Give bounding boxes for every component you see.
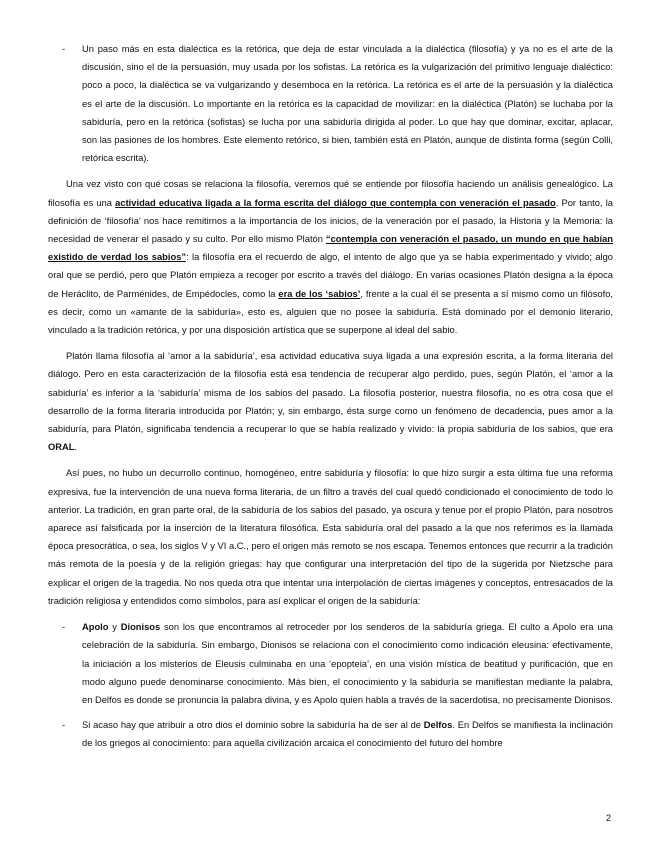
text-run: : la filosofía era el recuerdo de algo, el intento de algo que ya se había experimentado y vivido; algo oral que se perdió, pero que Platón empieza a recoger por escrito a través del diálogo. En varias ocasiones Platón designa a la época de Heráclito, de Parménides, de Empédocles, como la [48, 252, 613, 299]
paragraph-genealogia [48, 175, 613, 339]
list-item-apolo-dionisos [48, 618, 613, 709]
text-run: , frente a la cual él se presenta a sí mismo como un filósofo, es decir, como un «amante de la sabiduría», esto es, alguien que no posee la sabiduría. Está dominado por el demonio literario, vinculado a la tradición retórica, y por una disposición artística que se superpone al ideal del sabio. [48, 288, 613, 336]
paragraph-tradicion: Así pues, no hubo un decurrollo continuo, homogéneo, entre sabiduría y filosofía: lo que hizo surgir a esta última fue una reforma expresiva, fue la intervención de una nueva forma literaria, de un filtro a través del cual quedó condicionado el conocimiento de todo lo anterior. La tradición, en gran parte oral, de la sabiduría de los sabios del pasado, ya oscura y tenue por el propio Platón, para nosotros aparece así falsificada por la inserción de la literatura filosófica. Esta sabiduría oral del pasado a la que nos referimos es la llamada época presocrática, o sea, los siglos V y VI a.C., pero el origen más remoto se nos escapa. Tenemos entonces que recurrir a la tradición más remota de la poesía y de la religión griegas: hay que configurar una interpretación del tipo de la sugerida por Nietzsche para explicar el origen de la tragedia. No nos queda otra que intentar una interpolación de ciertas imágenes y conceptos, entresacados de la tradición religiosa y entendidos como símbolos, para así explicar el origen de la sabiduría: [48, 468, 613, 606]
page-body [48, 40, 613, 761]
text-run: . [74, 442, 78, 453]
intro-list [48, 40, 613, 167]
list-item-delfos [48, 716, 613, 752]
bold-word: Apolo [82, 622, 109, 633]
list-item-retorica [48, 40, 613, 167]
text-run: Platón llama filosofía al ‘amor a la sabiduría’, esa actividad educativa suya ligada a una expresión escrita, a la forma literaria del diálogo. Pero en esta caracterización de la filosofía está esa tendencia de recuperar algo perdido, pues, según Platón, el ‘amor a la sabiduría’ es inferior a la ‘sabiduría’ misma de los sabios del pasado. La filosofía posterior, nuestra filosofía, no es otra cosa que el desarrollo de la forma literaria introducida por Platón; y, sin embargo, ésta surge como un fenómeno de decadencia, pues amor a la sabiduría, para Platón, significaba tendencia a recuperar lo que se había realizado y vivido: la propia sabiduría de los sabios, que era [48, 351, 613, 435]
page-number: 2 [606, 813, 612, 823]
dash-bullet: - [62, 44, 66, 54]
text-run: Si acaso hay que atribuir a otro dios el dominio sobre la sabiduría ha de ser al de [82, 720, 424, 731]
text-run: y [108, 622, 121, 633]
dash-bullet: - [62, 622, 66, 633]
dash-bullet: - [62, 720, 66, 731]
underlined-phrase: actividad educativa ligada a la forma escrita del diálogo que contempla con veneración el pasado [115, 197, 556, 208]
text-run: . En Delfos se manifiesta la inclinación de los griegos al conocimiento: para aquella civilización arcaica el conocimiento del futuro del hombre [82, 720, 613, 749]
underlined-quote: “contempla con veneración el pasado, un mundo en que habían existido de verdad los sabios” [48, 234, 614, 263]
underlined-phrase: era de los ‘sabios’ [278, 288, 361, 299]
paragraph-amor-sabiduria [48, 347, 613, 456]
bold-word: ORAL [48, 442, 75, 453]
text-run: son los que encontramos al retroceder por los senderos de la sabiduría griega. El culto a Apolo era una celebración de la sabiduría. Sin embargo, Dionisos se relaciona con el conocimiento como indicación eleusina: efectivamente, la iniciación a los misterios de Eleusis culminaba en una ‘epopteia’, en una visión mística de beatitud y purificación, que en modo alguno puede denominarse conocimiento. Más bien, el conocimiento y la sabiduría se manifiestan mediante la palabra, en Delfos es donde se pronuncia la palabra divina, y es Apolo quien habla a través de la sacerdotisa, no precisamente Dionisos. [82, 622, 613, 705]
list-item-text: Un paso más en esta dialéctica es la retórica, que deja de estar vinculada a la dialéctica (filosofía) y ya no es el arte de la discusión, sino el de la persuasión, muy usada por los sofistas. La retórica es la vulgarización del primitivo lenguaje dialéctico: poco a poco, la dialéctica se va vulgarizando y desemboca en la retórica. La retórica es el arte de la persuasión y la dialéctica es el arte de la discusión. Lo importante en la retórica es la capacidad de movilizar: en la dialéctica (Platón) se luchaba por la sabiduría, pero en la retórica (sofistas) se lucha por una sabiduría dirigida al poder. Lo que hay que dominar, excitar, aplacar, son las pasiones de los hombres. Este elemento retórico, si bien, también está en Platón, aunque de distinta forma (según Colli, retórica escrita). [82, 44, 613, 164]
text-run: Una vez visto con qué cosas se relaciona la filosofía, veremos qué se entiende por filosofía haciendo un análisis genealógico. La filosofía es una [48, 179, 613, 208]
bold-word: Delfos [423, 720, 453, 731]
text-run: . Por tanto, la definición de ‘filosofía’ nos hace remitirnos a la importancia de los inicios, de la veneración por el pasado, la Historia y la Memoria: la necesidad de venerar el pasado y su culto. Por ello mismo Platón [48, 197, 614, 245]
gods-list [48, 618, 613, 752]
bold-word: Dionisos [120, 622, 161, 633]
